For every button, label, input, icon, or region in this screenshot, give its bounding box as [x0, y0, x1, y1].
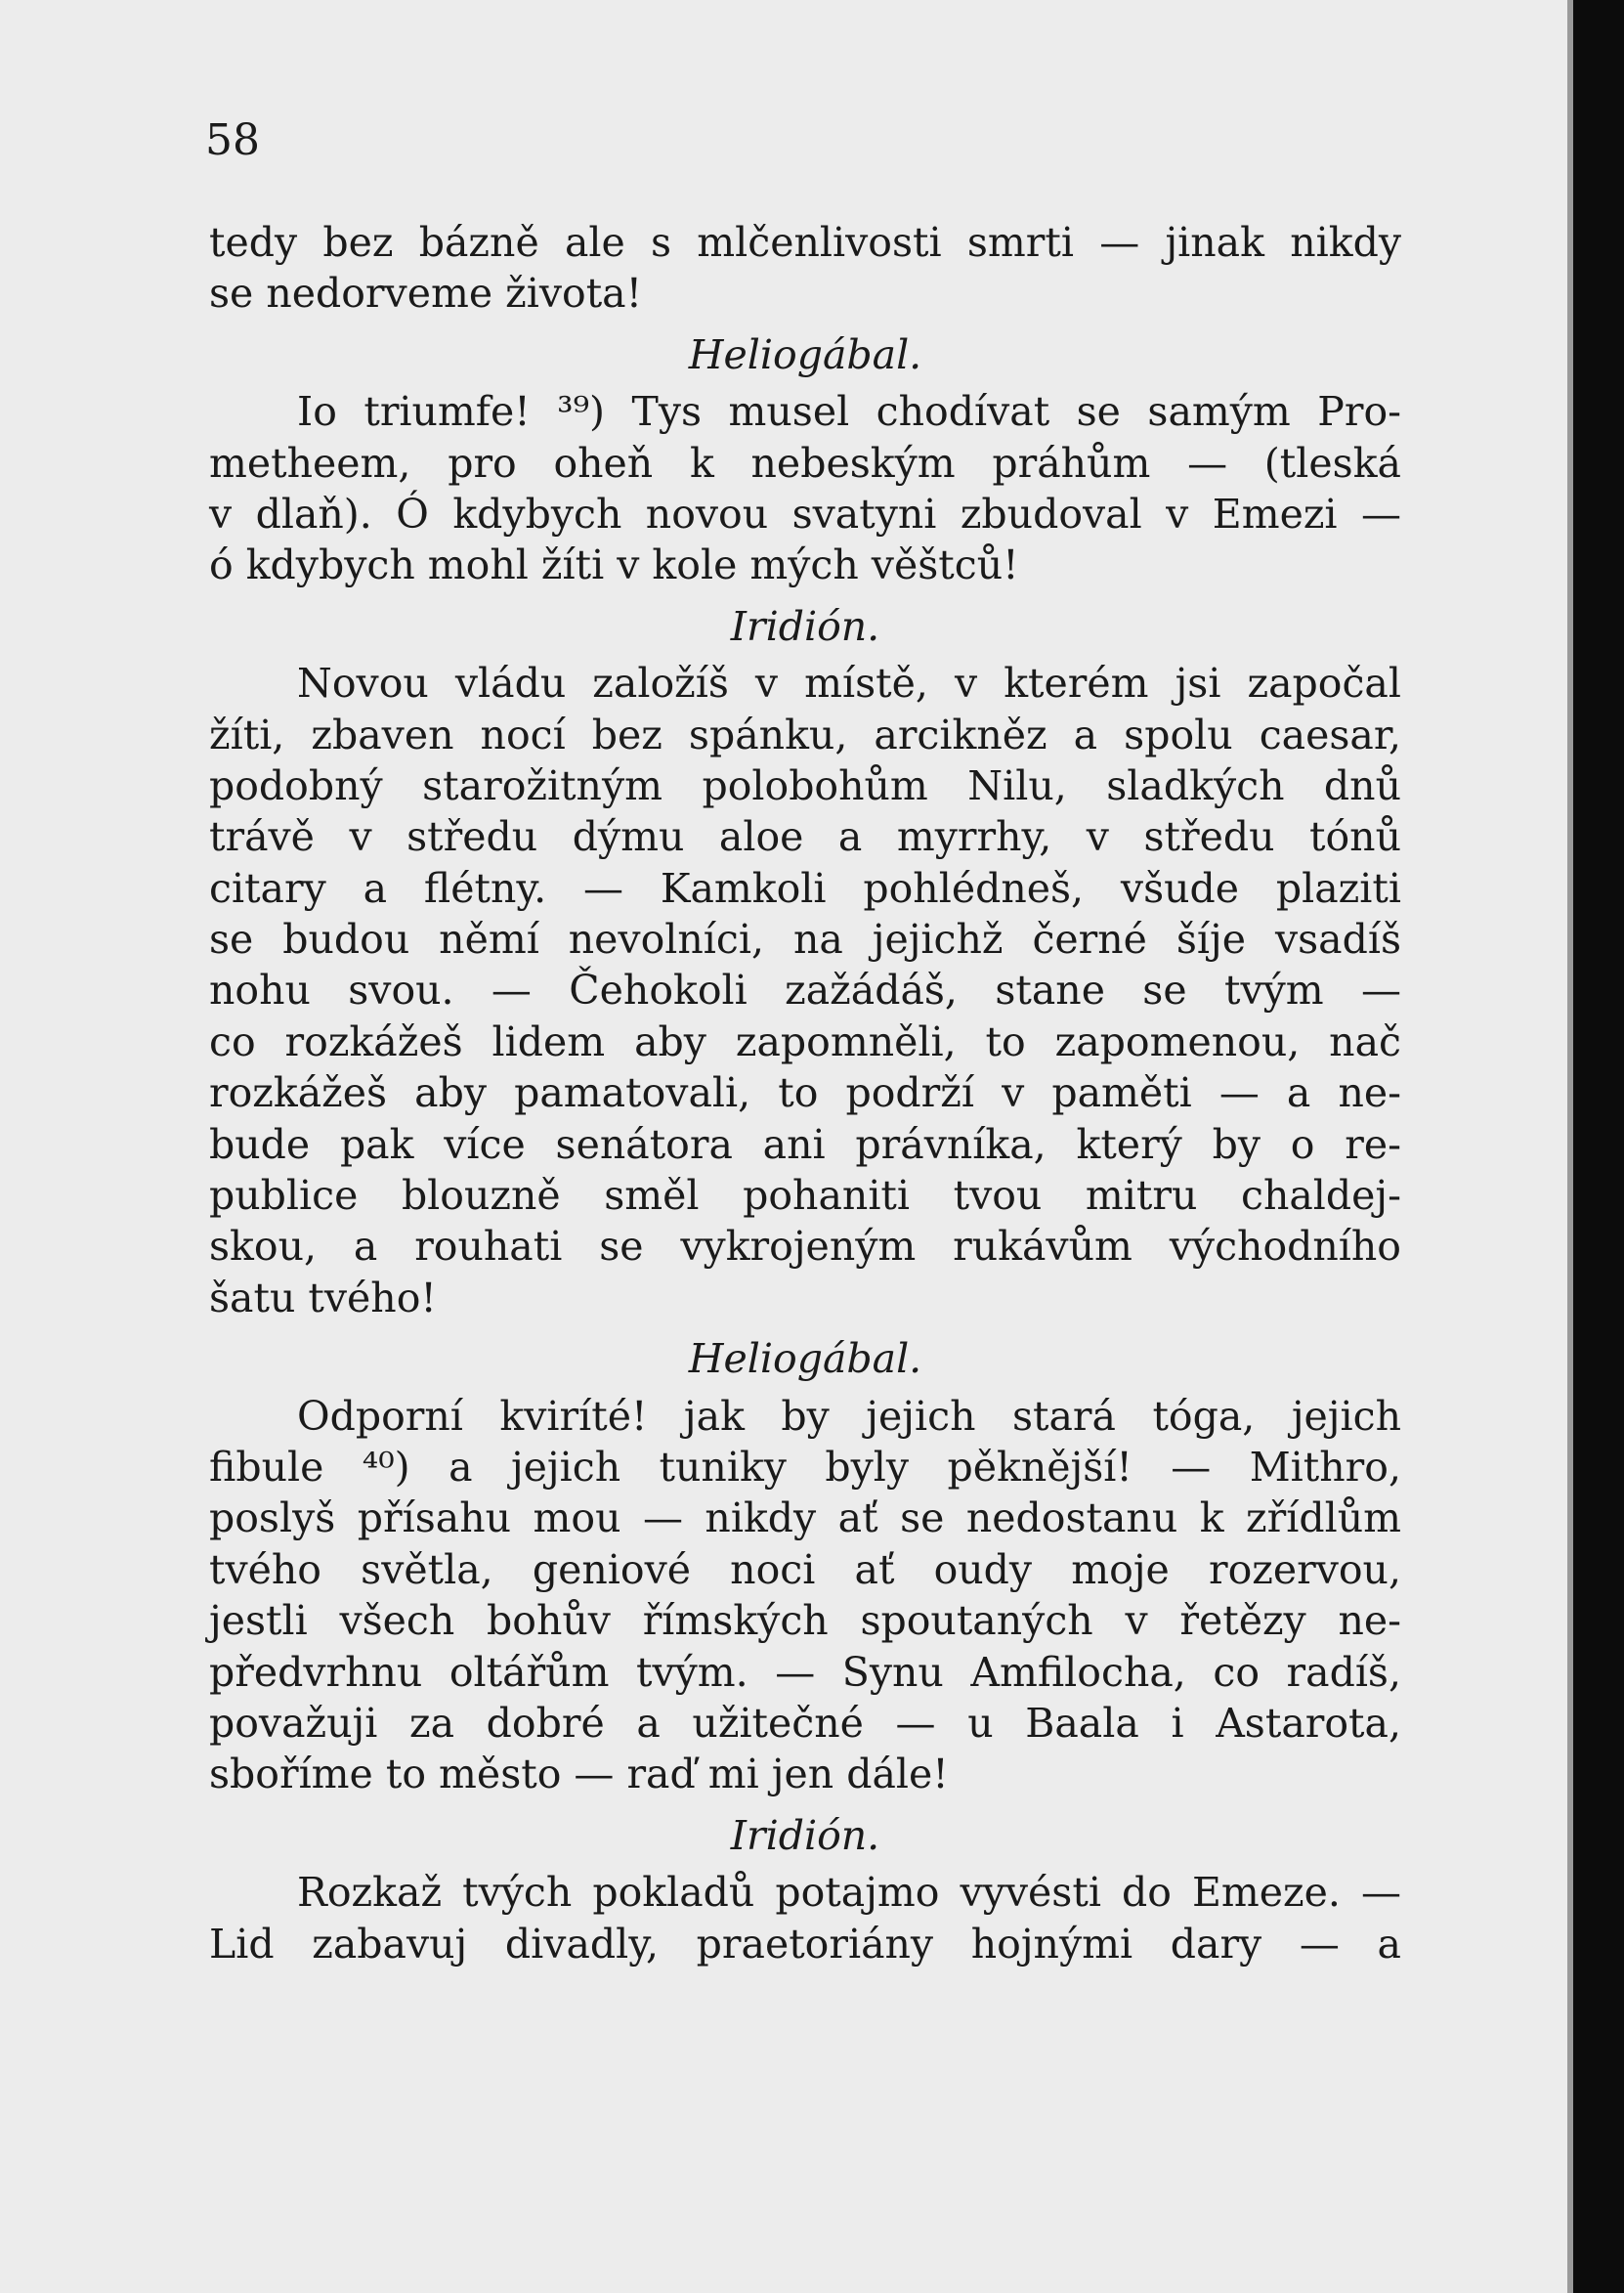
speaker-heading: Heliogábal.	[688, 330, 922, 378]
text-line: šatu tvého!	[209, 1274, 437, 1321]
text-line: žíti, zbaven nocí bez spánku, arcikněz a spolu caesar,	[209, 711, 1401, 758]
text-line: sboříme to město — raď mi jen dále!	[209, 1751, 949, 1798]
page-number: 58	[205, 115, 260, 165]
text-line: tvého světla, geniové noci ať oudy moje rozervou,	[209, 1545, 1401, 1593]
book-spine-shadow	[1567, 0, 1624, 2293]
text-line: považuji za dobré a užitečné — u Baala i Astarota,	[209, 1699, 1401, 1747]
text-line: citary a flétny. — Kamkoli pohlédneš, všude plaziti	[209, 864, 1401, 912]
text-line: rozkážeš aby pamatovali, to podrží v paměti — a ne-	[209, 1069, 1401, 1117]
text-line: skou, a rouhati se vykrojeným rukávům východního	[209, 1223, 1401, 1271]
paragraph	[209, 658, 1401, 1323]
text-line: jestli všech bohův římských spoutaných v řetězy ne-	[209, 1597, 1401, 1645]
text-line: metheem, pro oheň k nebeským práhům — (tleská	[209, 439, 1401, 487]
text-line: nohu svou. — Čehokoli zažádáš, stane se tvým —	[209, 967, 1401, 1015]
text-line: fibule ⁴⁰) a jejich tuniky byly pěknější! — Mithro,	[209, 1443, 1401, 1491]
text-line: Lid zabavuj divadly, praetoriány hojnými dary — a	[209, 1920, 1401, 1968]
text-line: Odporní kviríté! jak by jejich stará tóga, jejich	[297, 1392, 1401, 1440]
text-line: se nedorveme života!	[209, 270, 643, 318]
text-line: tedy bez bázně ale s mlčenlivosti smrti — jinak nikdy	[209, 219, 1401, 266]
text-block	[209, 217, 1401, 1969]
text-line: poslyš přísahu mou — nikdy ať se nedostanu k zřídlům	[209, 1494, 1401, 1542]
speaker-heading: Heliogábal.	[688, 1335, 922, 1383]
text-line: Io triumfe! ³⁹) Tys musel chodívat se samým Pro-	[297, 388, 1401, 436]
text-line: se budou němí nevolníci, na jejichž černé šíje vsadíš	[209, 916, 1401, 964]
text-line: co rozkážeš lidem aby zapomněli, to zapomenou, nač	[209, 1017, 1401, 1065]
paragraph	[209, 217, 1401, 320]
page-edge	[1567, 0, 1573, 2293]
paragraph	[209, 386, 1401, 591]
paragraph	[209, 1867, 1401, 1969]
text-line: Rozkaž tvých pokladů potajmo vyvésti do Emeze. —	[297, 1869, 1401, 1917]
speaker-heading: Iridión.	[730, 602, 880, 650]
paragraph	[209, 1391, 1401, 1800]
text-line: trávě v středu dýmu aloe a myrrhy, v středu tónů	[209, 813, 1401, 861]
text-line: bude pak více senátora ani právníka, který by o re-	[209, 1120, 1401, 1168]
text-line: podobný starožitným polobohům Nilu, sladkých dnů	[209, 761, 1401, 809]
text-line: předvrhnu oltářům tvým. — Synu Amfilocha, co radíš,	[209, 1648, 1401, 1696]
text-line: Novou vládu založíš v místě, v kterém jsi započal	[297, 660, 1401, 708]
text-line: publice blouzně směl pohaniti tvou mitru chaldej-	[209, 1172, 1401, 1220]
text-line: v dlaň). Ó kdybych novou svatyni zbudoval v Emezi —	[209, 490, 1401, 538]
speaker-heading: Iridión.	[730, 1811, 880, 1859]
text-line: ó kdybych mohl žíti v kole mých věštců!	[209, 541, 1019, 589]
